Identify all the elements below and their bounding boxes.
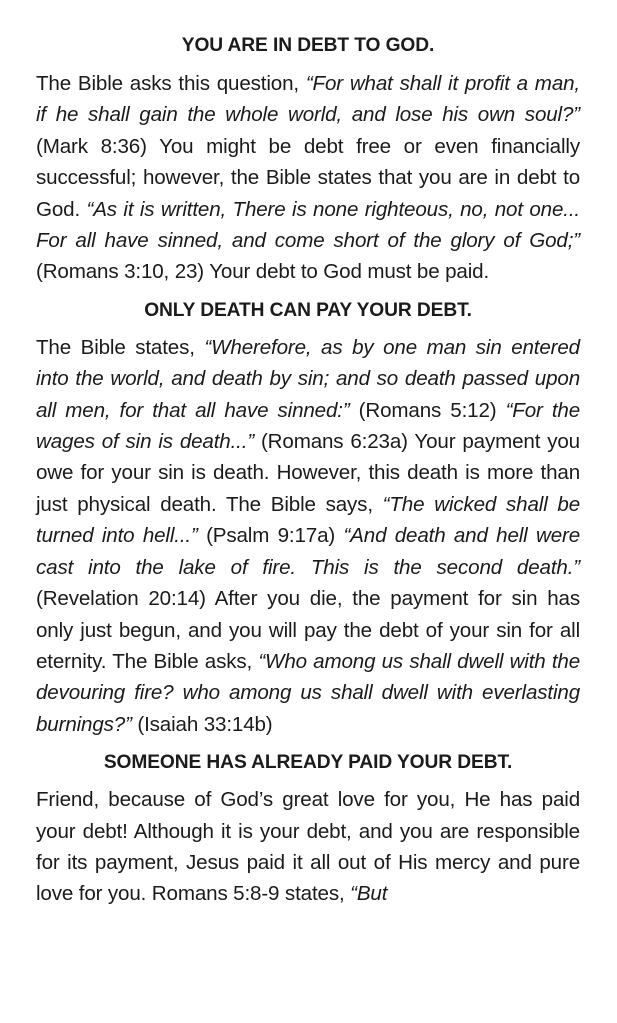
scripture-quote: “The wicked shall be turned into hell...” [36,492,580,548]
scripture-quote: “And death and hell were cast into the lake of fire. This is the second death.” [36,524,581,579]
body-text: The Bible asks this question, [36,72,306,95]
body-text: (Revelation 20:14) After you die, the payment for sin has only just begun, and you will pay the debt of your sin for all eternity. The Bible asks, [36,587,580,673]
body-text: Friend, because of God’s great love for you, He has paid your debt! Although it is your debt, and you are responsible for its payment, Jesus paid it all out of His mercy and pure love for you. Romans 5:8-9 states, [36,788,580,906]
body-text: The Bible states, [36,335,205,359]
scripture-quote: “Who among us shall dwell with the devouring fire? who among us shall dwell with everlasting burnings?” [36,649,581,736]
section-heading-already-paid: SOMEONE HAS ALREADY PAID YOUR DEBT. [103,752,513,774]
body-text: (Romans 3:10, 23) Your debt to God must be paid. [36,260,490,284]
scripture-quote: “As it is written, There is none righteous, no, not one... For all have sinned, and come short of the glory of God;” [36,197,581,253]
body-text: (Isaiah 33:14b) [131,712,273,736]
body-text: (Romans 5:12) [349,398,506,422]
body-text: (Romans 6:23a) Your payment you owe for your sin is death. However, this death is more than just physical death. The Bible says, [36,430,580,516]
body-text: (Mark 8:36) You might be debt free or even financially successful; however, the Bible states that you are in debt to God. [36,134,580,221]
section-paragraph-debt-to-god [36,68,580,288]
section-heading-debt-to-god: YOU ARE IN DEBT TO GOD. [181,35,435,56]
scripture-quote: “For what shall it profit a man, if he shall gain the whole world, and lose his own soul?” [36,72,580,127]
body-text: (Psalm 9:17a) [197,524,344,548]
scripture-quote: “Wherefore, as by one man sin entered into the world, and death by sin; and so death passed upon all men, for that all have sinned:” [36,335,580,422]
scripture-quote: “But [350,882,388,906]
section-paragraph-already-paid [36,784,580,910]
scripture-quote: “For the wages of sin is death...” [36,398,580,454]
section-paragraph-only-death [36,332,580,740]
section-heading-only-death: ONLY DEATH CAN PAY YOUR DEBT. [144,299,472,321]
